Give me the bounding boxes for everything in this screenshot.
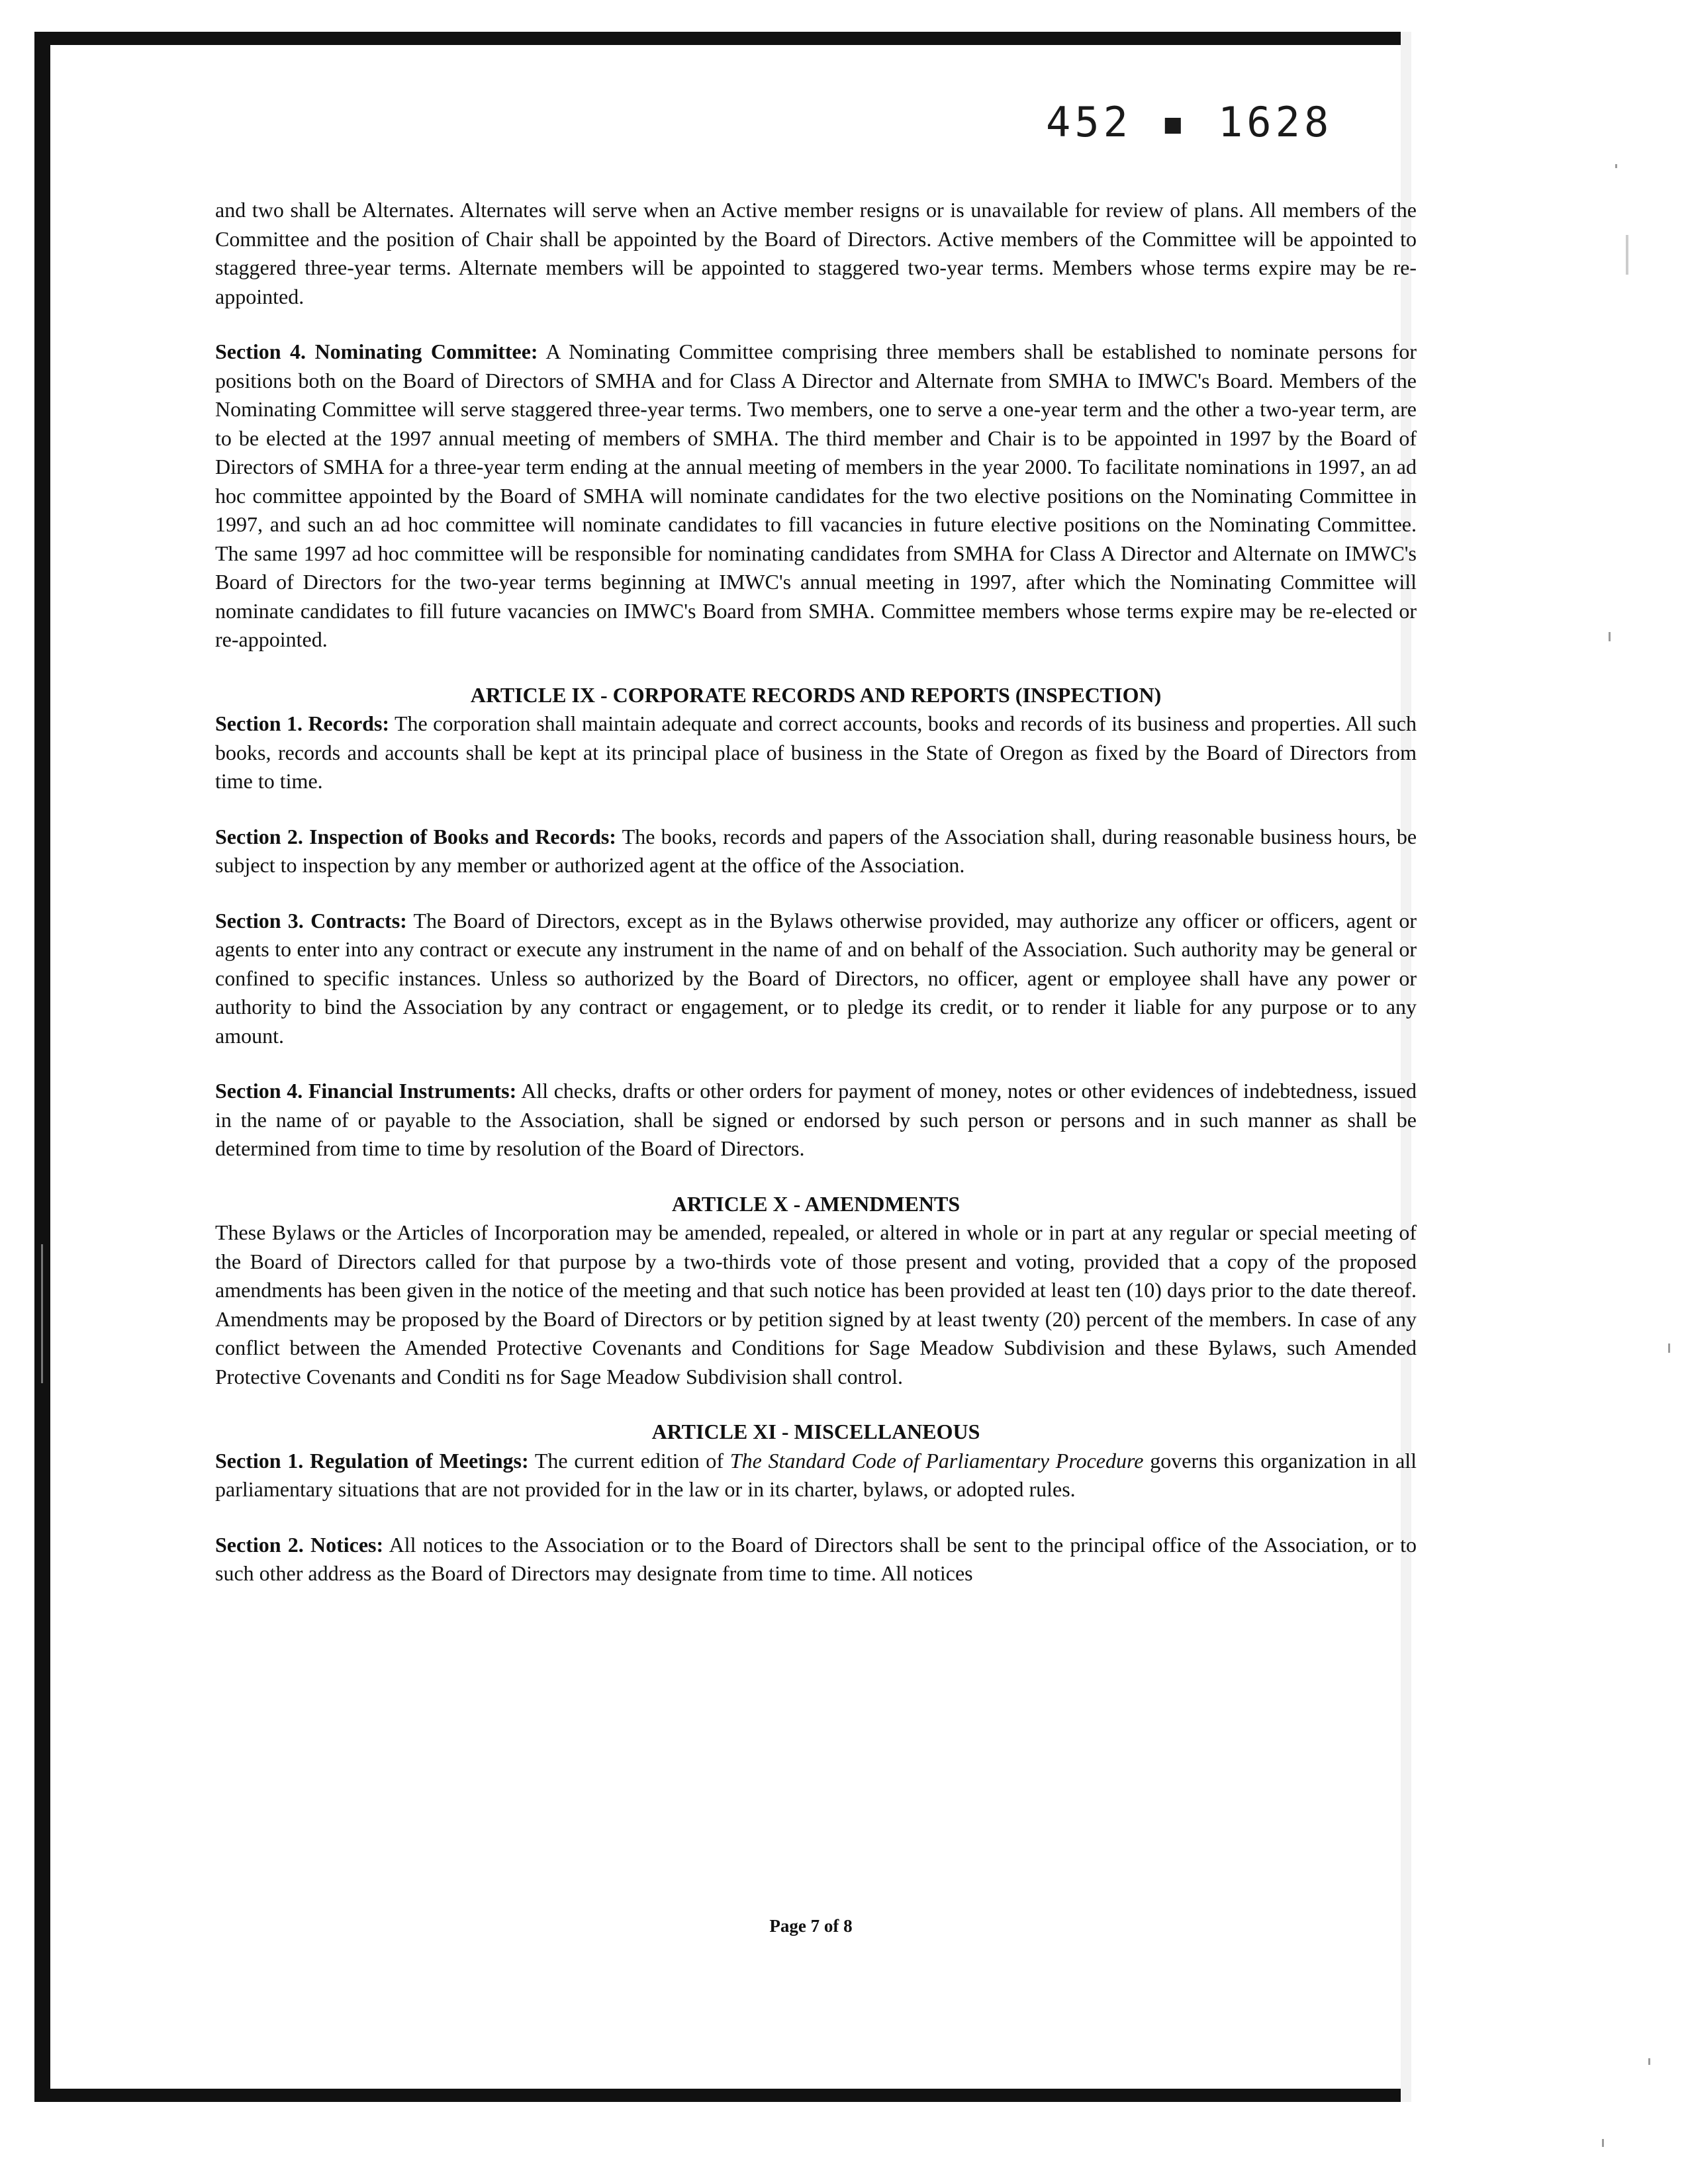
scan-speck xyxy=(1609,632,1611,641)
scan-speck xyxy=(41,1244,43,1383)
section-amendments: These Bylaws or the Articles of Incorporation may be amended, repealed, or altered in whole or in part at any regular or special meeting of the Board of Directors called for that purpose by a two-thirds vote of those present and voting, provided that a copy of the proposed amendments has been given in the notice of the meeting and that such notice has been provided at least ten (10) days prior to the date thereof. Amendments may be proposed by the Board of Directors or by petition signed by at least twenty (20) percent of the members. In case of any conflict between the Amended Protective Covenants and Conditions for Sage Meadow Subdivision and these Bylaws, such Amended Protective Covenants and Conditi ns for Sage Meadow Subdivision shall control. xyxy=(215,1220,1417,1388)
section-text: The Board of Directors, except as in the Bylaws otherwise provided, may authorize any officer or officers, agent or agents to enter into any contract or execute any instrument in the name of and on behalf of the Association. Such authority may be general or confined to specific instances. Unless so authorized by the Board of Directors, no officer, agent or employee shall have any power or authority to bind the Association by any contract or engagement, or to pledge its credit, or to render it liable for any purpose or to any amount. xyxy=(215,908,1417,1048)
section-nominating-committee xyxy=(215,338,1417,655)
section-title: Section 4. Financial Instruments: xyxy=(215,1079,517,1103)
article-heading: ARTICLE XI - MISCELLANEOUS xyxy=(651,1420,980,1443)
section-text: All notices to the Association or to the Board of Directors shall be sent to the principal office of the Association, or to such other address as the Board of Directors may designate from time to time. All notices xyxy=(215,1532,1417,1585)
page-number-stamp: 452 ▪ 1628 xyxy=(1046,98,1333,146)
scan-border-bottom xyxy=(34,2089,1411,2102)
section-text: The current edition of xyxy=(534,1448,724,1473)
section-regulation-of-meetings xyxy=(215,1447,1417,1504)
section-title: Section 2. Inspection of Books and Records: xyxy=(215,824,616,848)
section-financial-instruments xyxy=(215,1077,1417,1163)
section-text: The corporation shall maintain adequate and correct accounts, books and records of its business and properties. All such books, records and accounts shall be kept at its principal place of business in the State of Oregon as fixed by the Board of Directors from time to time. xyxy=(215,711,1417,793)
section-notices xyxy=(215,1531,1417,1588)
section-text: All checks, drafts or other orders for payment of money, notes or other evidences of indebtedness, issued in the name of or payable to the Association, shall be signed or endorsed by such person or persons and in such manner as shall be determined from time to time by resolution of the Board of Directors. xyxy=(215,1079,1417,1160)
scan-speck xyxy=(1615,164,1617,168)
page-footer: Page 7 of 8 xyxy=(769,1916,853,1936)
section-inspection xyxy=(215,823,1417,880)
section-title: Section 1. Records: xyxy=(215,711,390,735)
section-contracts xyxy=(215,907,1417,1051)
section-title: Section 3. Contracts: xyxy=(215,908,407,933)
section-title: Section 4. Nominating Committee: xyxy=(215,340,538,363)
section-records xyxy=(215,709,1417,796)
scan-speck xyxy=(1602,2139,1604,2147)
document-body xyxy=(215,196,1417,1615)
scan-speck xyxy=(1668,1343,1670,1353)
section-text: The books, records and papers of the Association shall, during reasonable business hours, be subject to inspection by any member or authorized agent at the office of the Association. xyxy=(215,824,1417,877)
section-text: A Nominating Committee comprising three members shall be established to nominate persons for positions both on the Board of Directors of SMHA and for Class A Director and Alternate from SMHA to IMWC's Board. Members of the Nominating Committee will serve staggered three-year terms. Two members, one to serve a one-year term and the other a two-year term, are to be elected at the 1997 annual meeting of members of SMHA. The third member and Chair is to be appointed in 1997 by the Board of Directors of SMHA for a three-year term ending at the annual meeting of members in the year 2000. To facilitate nominations in 1997, an ad hoc committee appointed by the Board of SMHA will nominate candidates for the two elective positions on the Nominating Committee in 1997, and such an ad hoc committee will nominate candidates to fill vacancies in future elective positions on the Nominating Committee. The same 1997 ad hoc committee will be responsible for nominating candidates from SMHA for Class A Director and Alternate on IMWC's Board of Directors for the two-year terms beginning at IMWC's annual meeting in 1997, after which the Nominating Committee will nominate candidates to fill future vacancies on IMWC's Board from SMHA. Committee members whose terms expire may be re-elected or re-appointed. xyxy=(215,340,1417,651)
section-text: governs this organization in all parliamentary situations that are not provided for in the law or in its charter, bylaws, or adopted rules. xyxy=(215,1448,1417,1501)
section-title: Section 2. Notices: xyxy=(215,1532,384,1557)
scan-border-left xyxy=(34,32,50,2102)
section-title: Section 1. Regulation of Meetings: xyxy=(215,1448,529,1473)
scan-speck xyxy=(1648,2058,1650,2065)
scan-border-top xyxy=(40,32,1410,45)
article-heading: ARTICLE X - AMENDMENTS xyxy=(671,1191,961,1216)
scan-margin xyxy=(1411,32,1688,2102)
article-heading: ARTICLE IX - CORPORATE RECORDS AND REPORTS (INSPECTION) xyxy=(470,682,1162,707)
section-text-italic: The Standard Code of Parliamentary Procedure xyxy=(729,1448,1144,1473)
scan-speck xyxy=(1626,235,1628,275)
continuation-paragraph: and two shall be Alternates. Alternates will serve when an Active member resigns or is unavailable for review of plans. All members of the Committee and the position of Chair shall be appointed by the Board of Directors. Active members of the Committee will be appointed to staggered three-year terms. Alternate members will be appointed to staggered two-year terms. Members whose terms expire may be re-appointed. xyxy=(215,198,1417,308)
